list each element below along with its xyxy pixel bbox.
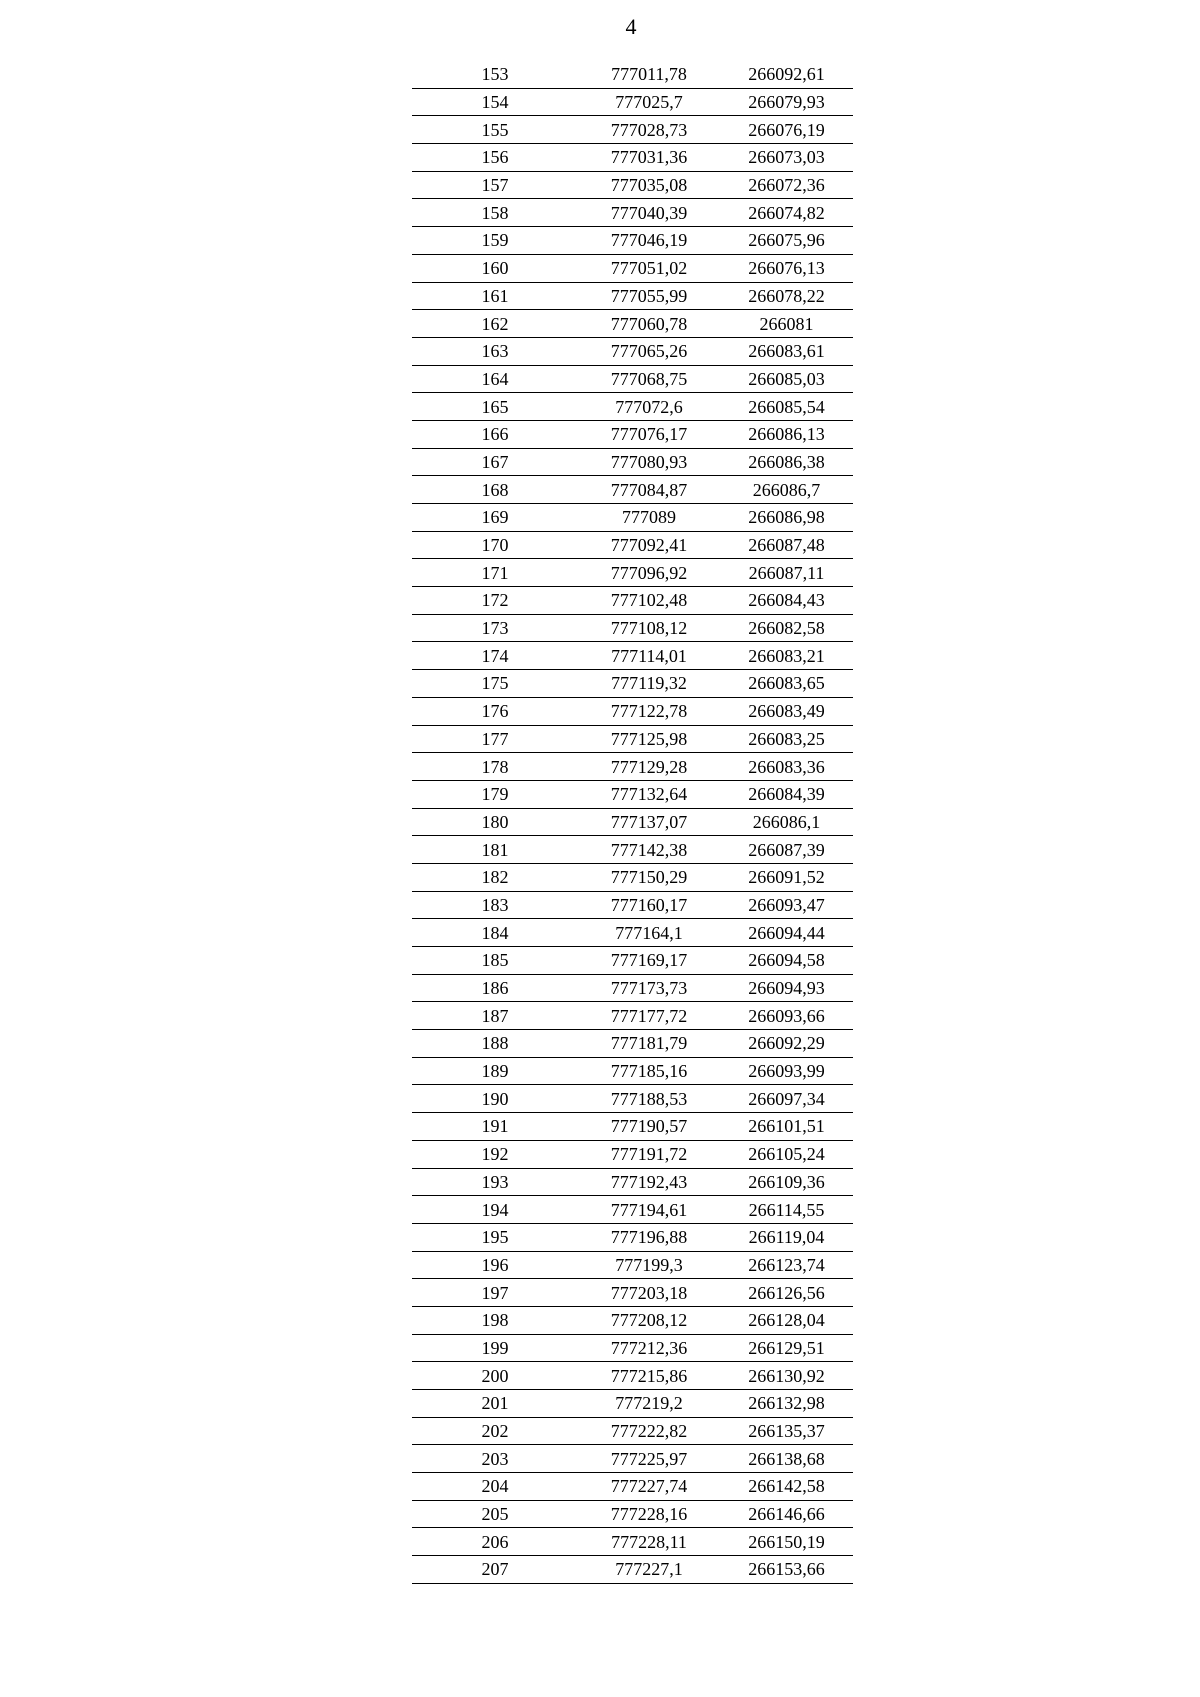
x-coordinate-cell: 777051,02	[578, 254, 720, 282]
table-row	[412, 282, 853, 310]
table-row	[412, 310, 853, 338]
table-row	[412, 559, 853, 587]
table-row	[412, 614, 853, 642]
table-row	[412, 337, 853, 365]
y-coordinate-cell: 266105,24	[720, 1140, 853, 1168]
point-number-cell: 158	[412, 199, 578, 227]
table-row	[412, 365, 853, 393]
table-row	[412, 1251, 853, 1279]
x-coordinate-cell: 777191,72	[578, 1140, 720, 1168]
table-row	[412, 1030, 853, 1058]
point-number-cell: 162	[412, 310, 578, 338]
table-row	[412, 1306, 853, 1334]
point-number-cell: 192	[412, 1140, 578, 1168]
y-coordinate-cell: 266109,36	[720, 1168, 853, 1196]
x-coordinate-cell: 777208,12	[578, 1306, 720, 1334]
table-row	[412, 1528, 853, 1556]
point-number-cell: 199	[412, 1334, 578, 1362]
point-number-cell: 153	[412, 61, 578, 88]
point-number-cell: 207	[412, 1556, 578, 1584]
y-coordinate-cell: 266086,13	[720, 420, 853, 448]
point-number-cell: 180	[412, 808, 578, 836]
y-coordinate-cell: 266086,98	[720, 504, 853, 532]
x-coordinate-cell: 777068,75	[578, 365, 720, 393]
y-coordinate-cell: 266083,21	[720, 642, 853, 670]
x-coordinate-cell: 777199,3	[578, 1251, 720, 1279]
y-coordinate-cell: 266083,61	[720, 337, 853, 365]
point-number-cell: 163	[412, 337, 578, 365]
table-row	[412, 1085, 853, 1113]
table-row	[412, 780, 853, 808]
y-coordinate-cell: 266086,7	[720, 476, 853, 504]
point-number-cell: 170	[412, 531, 578, 559]
y-coordinate-cell: 266150,19	[720, 1528, 853, 1556]
table-row	[412, 420, 853, 448]
table-row	[412, 254, 853, 282]
x-coordinate-cell: 777084,87	[578, 476, 720, 504]
x-coordinate-cell: 777228,16	[578, 1500, 720, 1528]
x-coordinate-cell: 777142,38	[578, 836, 720, 864]
y-coordinate-cell: 266094,93	[720, 974, 853, 1002]
table-row	[412, 1113, 853, 1141]
table-row	[412, 1390, 853, 1418]
y-coordinate-cell: 266114,55	[720, 1196, 853, 1224]
point-number-cell: 169	[412, 504, 578, 532]
point-number-cell: 159	[412, 227, 578, 255]
table-row	[412, 171, 853, 199]
x-coordinate-cell: 777196,88	[578, 1223, 720, 1251]
x-coordinate-cell: 777129,28	[578, 753, 720, 781]
point-number-cell: 157	[412, 171, 578, 199]
table-row	[412, 1362, 853, 1390]
point-number-cell: 189	[412, 1057, 578, 1085]
x-coordinate-cell: 777065,26	[578, 337, 720, 365]
point-number-cell: 200	[412, 1362, 578, 1390]
point-number-cell: 154	[412, 88, 578, 116]
x-coordinate-cell: 777102,48	[578, 587, 720, 615]
y-coordinate-cell: 266083,49	[720, 697, 853, 725]
y-coordinate-cell: 266076,13	[720, 254, 853, 282]
point-number-cell: 197	[412, 1279, 578, 1307]
x-coordinate-cell: 777025,7	[578, 88, 720, 116]
point-number-cell: 191	[412, 1113, 578, 1141]
x-coordinate-cell: 777219,2	[578, 1390, 720, 1418]
point-number-cell: 179	[412, 780, 578, 808]
point-number-cell: 203	[412, 1445, 578, 1473]
table-row	[412, 725, 853, 753]
point-number-cell: 164	[412, 365, 578, 393]
point-number-cell: 193	[412, 1168, 578, 1196]
y-coordinate-cell: 266123,74	[720, 1251, 853, 1279]
y-coordinate-cell: 266079,93	[720, 88, 853, 116]
table-row	[412, 393, 853, 421]
table-row	[412, 1196, 853, 1224]
y-coordinate-cell: 266074,82	[720, 199, 853, 227]
y-coordinate-cell: 266075,96	[720, 227, 853, 255]
y-coordinate-cell: 266082,58	[720, 614, 853, 642]
table-row	[412, 1334, 853, 1362]
y-coordinate-cell: 266087,48	[720, 531, 853, 559]
y-coordinate-cell: 266085,03	[720, 365, 853, 393]
coordinates-table-body	[412, 61, 853, 1583]
y-coordinate-cell: 266132,98	[720, 1390, 853, 1418]
table-row	[412, 1140, 853, 1168]
x-coordinate-cell: 777215,86	[578, 1362, 720, 1390]
x-coordinate-cell: 777060,78	[578, 310, 720, 338]
y-coordinate-cell: 266097,34	[720, 1085, 853, 1113]
point-number-cell: 178	[412, 753, 578, 781]
table-row	[412, 531, 853, 559]
table-row	[412, 697, 853, 725]
x-coordinate-cell: 777228,11	[578, 1528, 720, 1556]
y-coordinate-cell: 266101,51	[720, 1113, 853, 1141]
x-coordinate-cell: 777177,72	[578, 1002, 720, 1030]
point-number-cell: 204	[412, 1473, 578, 1501]
x-coordinate-cell: 777190,57	[578, 1113, 720, 1141]
table-row	[412, 670, 853, 698]
point-number-cell: 175	[412, 670, 578, 698]
x-coordinate-cell: 777108,12	[578, 614, 720, 642]
point-number-cell: 186	[412, 974, 578, 1002]
x-coordinate-cell: 777092,41	[578, 531, 720, 559]
y-coordinate-cell: 266146,66	[720, 1500, 853, 1528]
table-row	[412, 61, 853, 88]
point-number-cell: 173	[412, 614, 578, 642]
point-number-cell: 181	[412, 836, 578, 864]
table-row	[412, 891, 853, 919]
y-coordinate-cell: 266093,47	[720, 891, 853, 919]
x-coordinate-cell: 777055,99	[578, 282, 720, 310]
table-row	[412, 227, 853, 255]
y-coordinate-cell: 266094,44	[720, 919, 853, 947]
table-row	[412, 836, 853, 864]
table-row	[412, 1417, 853, 1445]
point-number-cell: 166	[412, 420, 578, 448]
point-number-cell: 194	[412, 1196, 578, 1224]
x-coordinate-cell: 777160,17	[578, 891, 720, 919]
point-number-cell: 176	[412, 697, 578, 725]
point-number-cell: 206	[412, 1528, 578, 1556]
table-row	[412, 1473, 853, 1501]
y-coordinate-cell: 266091,52	[720, 863, 853, 891]
x-coordinate-cell: 777076,17	[578, 420, 720, 448]
x-coordinate-cell: 777122,78	[578, 697, 720, 725]
point-number-cell: 198	[412, 1306, 578, 1334]
x-coordinate-cell: 777031,36	[578, 144, 720, 172]
table-row	[412, 476, 853, 504]
x-coordinate-cell: 777089	[578, 504, 720, 532]
y-coordinate-cell: 266130,92	[720, 1362, 853, 1390]
y-coordinate-cell: 266085,54	[720, 393, 853, 421]
x-coordinate-cell: 777072,6	[578, 393, 720, 421]
point-number-cell: 185	[412, 947, 578, 975]
table-row	[412, 116, 853, 144]
y-coordinate-cell: 266153,66	[720, 1556, 853, 1584]
table-row	[412, 1057, 853, 1085]
x-coordinate-cell: 777040,39	[578, 199, 720, 227]
table-row	[412, 1445, 853, 1473]
table-row	[412, 587, 853, 615]
table-row	[412, 144, 853, 172]
x-coordinate-cell: 777192,43	[578, 1168, 720, 1196]
table-row	[412, 1002, 853, 1030]
table-row	[412, 1168, 853, 1196]
point-number-cell: 187	[412, 1002, 578, 1030]
y-coordinate-cell: 266092,29	[720, 1030, 853, 1058]
y-coordinate-cell: 266084,43	[720, 587, 853, 615]
y-coordinate-cell: 266083,36	[720, 753, 853, 781]
x-coordinate-cell: 777212,36	[578, 1334, 720, 1362]
x-coordinate-cell: 777227,74	[578, 1473, 720, 1501]
x-coordinate-cell: 777011,78	[578, 61, 720, 88]
table-row	[412, 642, 853, 670]
page-number: 4	[625, 14, 637, 39]
table-row	[412, 1223, 853, 1251]
x-coordinate-cell: 777137,07	[578, 808, 720, 836]
y-coordinate-cell: 266126,56	[720, 1279, 853, 1307]
x-coordinate-cell: 777046,19	[578, 227, 720, 255]
table-row	[412, 753, 853, 781]
x-coordinate-cell: 777173,73	[578, 974, 720, 1002]
y-coordinate-cell: 266138,68	[720, 1445, 853, 1473]
table-row	[412, 919, 853, 947]
y-coordinate-cell: 266092,61	[720, 61, 853, 88]
y-coordinate-cell: 266081	[720, 310, 853, 338]
point-number-cell: 205	[412, 1500, 578, 1528]
point-number-cell: 161	[412, 282, 578, 310]
point-number-cell: 168	[412, 476, 578, 504]
point-number-cell: 188	[412, 1030, 578, 1058]
y-coordinate-cell: 266078,22	[720, 282, 853, 310]
point-number-cell: 202	[412, 1417, 578, 1445]
table-row	[412, 863, 853, 891]
point-number-cell: 155	[412, 116, 578, 144]
table-row	[412, 1500, 853, 1528]
x-coordinate-cell: 777203,18	[578, 1279, 720, 1307]
x-coordinate-cell: 777225,97	[578, 1445, 720, 1473]
y-coordinate-cell: 266094,58	[720, 947, 853, 975]
y-coordinate-cell: 266093,66	[720, 1002, 853, 1030]
point-number-cell: 190	[412, 1085, 578, 1113]
point-number-cell: 183	[412, 891, 578, 919]
table-row	[412, 1279, 853, 1307]
y-coordinate-cell: 266129,51	[720, 1334, 853, 1362]
table-row	[412, 1556, 853, 1584]
point-number-cell: 171	[412, 559, 578, 587]
x-coordinate-cell: 777028,73	[578, 116, 720, 144]
y-coordinate-cell: 266128,04	[720, 1306, 853, 1334]
point-number-cell: 174	[412, 642, 578, 670]
x-coordinate-cell: 777132,64	[578, 780, 720, 808]
x-coordinate-cell: 777188,53	[578, 1085, 720, 1113]
y-coordinate-cell: 266084,39	[720, 780, 853, 808]
x-coordinate-cell: 777164,1	[578, 919, 720, 947]
y-coordinate-cell: 266087,11	[720, 559, 853, 587]
x-coordinate-cell: 777119,32	[578, 670, 720, 698]
table-row	[412, 504, 853, 532]
point-number-cell: 167	[412, 448, 578, 476]
y-coordinate-cell: 266086,38	[720, 448, 853, 476]
y-coordinate-cell: 266072,36	[720, 171, 853, 199]
y-coordinate-cell: 266073,03	[720, 144, 853, 172]
x-coordinate-cell: 777227,1	[578, 1556, 720, 1584]
y-coordinate-cell: 266086,1	[720, 808, 853, 836]
point-number-cell: 156	[412, 144, 578, 172]
point-number-cell: 177	[412, 725, 578, 753]
x-coordinate-cell: 777096,92	[578, 559, 720, 587]
table-row	[412, 947, 853, 975]
point-number-cell: 184	[412, 919, 578, 947]
point-number-cell: 196	[412, 1251, 578, 1279]
point-number-cell: 165	[412, 393, 578, 421]
x-coordinate-cell: 777169,17	[578, 947, 720, 975]
x-coordinate-cell: 777222,82	[578, 1417, 720, 1445]
table-row	[412, 88, 853, 116]
y-coordinate-cell: 266119,04	[720, 1223, 853, 1251]
point-number-cell: 195	[412, 1223, 578, 1251]
x-coordinate-cell: 777181,79	[578, 1030, 720, 1058]
table-row	[412, 448, 853, 476]
table-row	[412, 974, 853, 1002]
y-coordinate-cell: 266135,37	[720, 1417, 853, 1445]
x-coordinate-cell: 777194,61	[578, 1196, 720, 1224]
point-number-cell: 201	[412, 1390, 578, 1418]
x-coordinate-cell: 777035,08	[578, 171, 720, 199]
point-number-cell: 160	[412, 254, 578, 282]
y-coordinate-cell: 266083,65	[720, 670, 853, 698]
x-coordinate-cell: 777125,98	[578, 725, 720, 753]
point-number-cell: 172	[412, 587, 578, 615]
y-coordinate-cell: 266083,25	[720, 725, 853, 753]
table-row	[412, 199, 853, 227]
x-coordinate-cell: 777080,93	[578, 448, 720, 476]
coordinates-table	[412, 61, 853, 1584]
x-coordinate-cell: 777114,01	[578, 642, 720, 670]
y-coordinate-cell: 266087,39	[720, 836, 853, 864]
y-coordinate-cell: 266076,19	[720, 116, 853, 144]
table-row	[412, 808, 853, 836]
x-coordinate-cell: 777150,29	[578, 863, 720, 891]
y-coordinate-cell: 266093,99	[720, 1057, 853, 1085]
y-coordinate-cell: 266142,58	[720, 1473, 853, 1501]
x-coordinate-cell: 777185,16	[578, 1057, 720, 1085]
point-number-cell: 182	[412, 863, 578, 891]
